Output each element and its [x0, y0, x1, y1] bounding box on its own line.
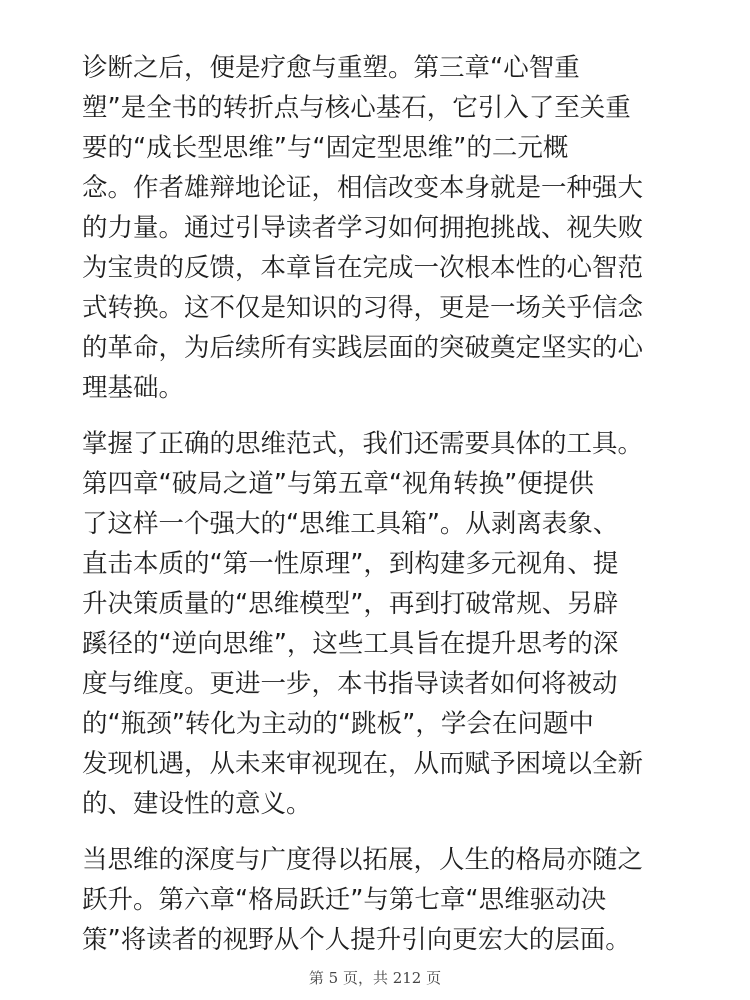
- text-line: 了这样一个强大的“思维工具箱”。从剥离表象、: [82, 509, 619, 539]
- text-line: 跃升。第六章“格局跃迁”与第七章“思维驱动决: [82, 885, 607, 915]
- text-line: 为宝贵的反馈，本章旨在完成一次根本性的心智范: [82, 253, 644, 283]
- text-line: 度与维度。更进一步，本书指导读者如何将被动: [82, 669, 618, 699]
- text-line: 的、建设性的意义。: [82, 789, 312, 819]
- text-line: 要的“成长型思维”与“固定型思维”的二元概: [82, 133, 569, 163]
- text-line: 理基础。: [82, 373, 185, 403]
- paragraph-chapters-six-seven: [82, 840, 672, 960]
- text-line: 升决策质量的“思维模型”，再到打破常规、另辟: [82, 589, 619, 619]
- text-line: 诊断之后，便是疗愈与重塑。第三章“心智重: [82, 53, 580, 83]
- text-line: 式转换。这不仅是知识的习得，更是一场关乎信念: [82, 293, 644, 323]
- page-body: [82, 48, 672, 976]
- page-number-footer: 第 5 页，共 212 页: [308, 969, 442, 987]
- text-line: 的“瓶颈”转化为主动的“跳板”，学会在问题中: [82, 709, 594, 739]
- paragraph-chapters-four-five: [82, 424, 672, 824]
- paragraph-chapter-three: [82, 48, 672, 408]
- text-line: 第四章“破局之道”与第五章“视角转换”便提供: [82, 469, 594, 499]
- text-line: 策”将读者的视野从个人提升引向更宏大的层面。: [82, 925, 631, 955]
- text-line: 掌握了正确的思维范式，我们还需要具体的工具。: [82, 429, 644, 459]
- text-line: 发现机遇，从未来审视现在，从而赋予困境以全新: [82, 749, 644, 779]
- text-line: 当思维的深度与广度得以拓展，人生的格局亦随之: [82, 845, 644, 875]
- text-line: 塑”是全书的转折点与核心基石，它引入了至关重: [82, 93, 631, 123]
- text-line: 蹊径的“逆向思维”，这些工具旨在提升思考的深: [82, 629, 619, 659]
- text-line: 直击本质的“第一性原理”，到构建多元视角、提: [82, 549, 619, 579]
- text-line: 的革命，为后续所有实践层面的突破奠定坚实的心: [82, 333, 644, 363]
- text-line: 念。作者雄辩地论证，相信改变本身就是一种强大: [82, 173, 644, 203]
- text-line: 的力量。通过引导读者学习如何拥抱挑战、视失败: [82, 213, 644, 243]
